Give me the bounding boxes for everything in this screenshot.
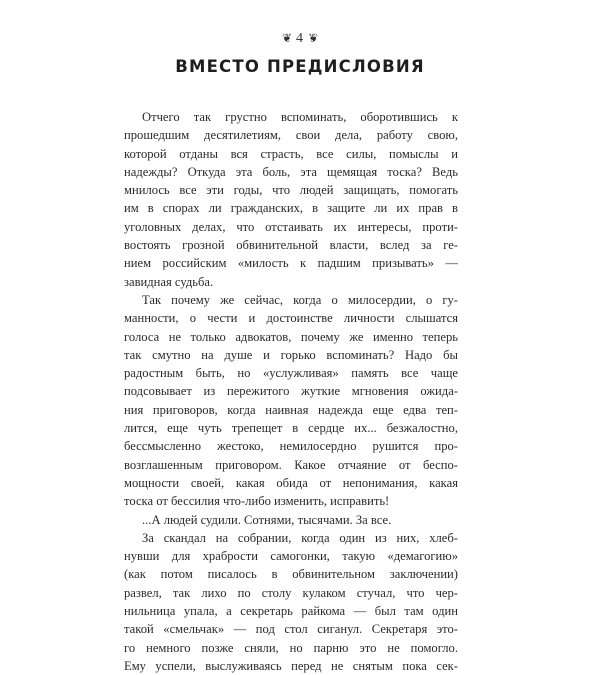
text-line: нием российским «милость к падшим призывать» — [124,256,458,271]
text-line: За скандал на собрании, когда один из них, хлеб- [142,530,458,545]
ornament-right-icon: ❦ [307,31,319,45]
text-line: тоска от бессилия что-либо изменить, исправить! [124,494,390,509]
text-line: которой отданы вся страсть, все силы, помыслы и [124,146,458,161]
text-line: Отчего так грустно вспоминать, оборотившись к [142,110,458,124]
text-line: ния приговоров, когда наивная надежда еще едва теп- [124,402,458,417]
text-line: так смутно на душе и горько вспоминать? Надо бы [124,347,458,362]
text-line: развел, так лихо по столу кулаком стучал, что чер- [124,585,458,600]
text-line: мощности своей, какая обида от непонимания, какая [124,475,458,490]
text-line: завидная судьба. [124,274,214,289]
text-line: востоять грозной обвинительной власти, вслед за ге- [124,238,458,253]
ornament-left-icon: ❦ [281,31,293,45]
text-line: (как потом писалось в обвинительном заключении) [124,567,458,582]
text-line: нильница упала, а секретарь райкома — был там один [124,604,458,619]
body-text [124,108,458,675]
text-line: манности, о чести и достоинстве личности слышатся [124,311,458,326]
text-line: подсовывает из пережитого жуткие мгновения ожида- [124,384,458,399]
text-line: возглашенным приговором. Какое отчаяние от беспо- [124,457,458,472]
text-line: нувши для храбрости самогонки, такую «демагогию» [124,549,458,564]
text-line: мнилось все эти годы, что людей защищать, помогать [124,183,458,198]
text-line: Так почему же сейчас, когда о милосердии, о гу- [142,292,458,307]
text-line: ...А людей судили. Сотнями, тысячами. За все. [142,512,392,527]
text-line: го немного позже сняли, но парню это не помогло. [124,640,458,655]
text-line: им в спорах ли гражданских, в защите ли их прав в [124,201,458,216]
page-number: 4 [296,31,304,46]
text-line: надежды? Откуда эта боль, эта щемящая тоска? Ведь [124,164,458,179]
text-line: лится, еще чуть трепещет в сердце их... безжалостно, [124,421,458,436]
text-line: Ему успели, выслуживаясь перед не снятым пока сек- [124,658,458,673]
text-line: прошедшим десятилетиям, свои дела, работу свою, [124,128,458,143]
text-line: уголовных делах, что отстаивать их интересы, проти- [124,219,458,234]
chapter-title: ВМЕСТО ПРЕДИСЛОВИЯ [175,57,425,76]
page-number-marker [0,30,600,47]
text-line: радостным быть, но «услужливая» память все чаще [124,366,458,381]
text-line: такой «смельчак» — под стол сиганул. Секретаря это- [124,622,458,637]
text-line: бессмысленно жестоко, немилосердно рушится про- [124,439,458,454]
text-line: голоса не только адвокатов, почему же именно теперь [124,329,458,344]
